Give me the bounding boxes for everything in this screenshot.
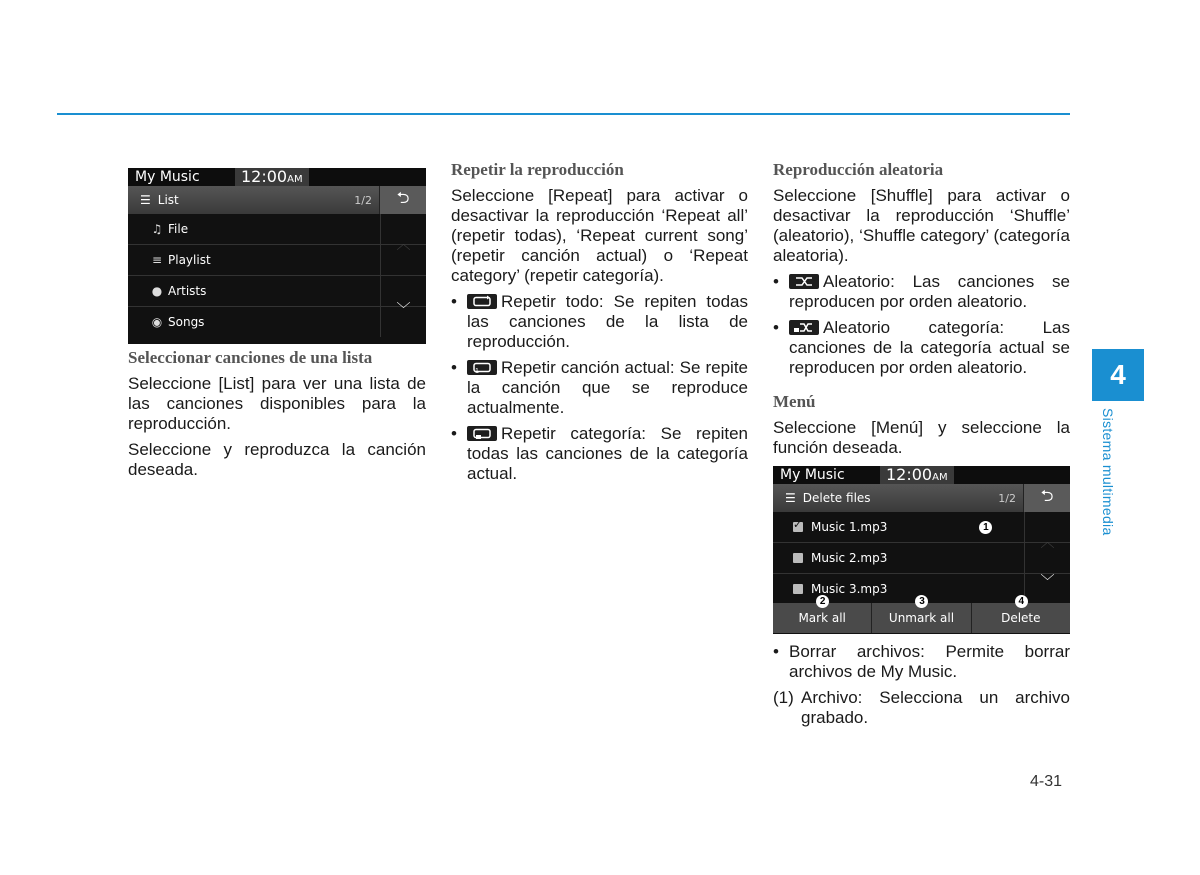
delete-files-screen [773, 466, 1070, 634]
list-item-songs[interactable]: ◉ Songs [128, 307, 426, 337]
back-button[interactable]: ⮌ [379, 186, 426, 214]
list-icon: ☰ [140, 193, 151, 207]
page-indicator: 1/2 [998, 491, 1016, 505]
scroll-up-icon[interactable]: ︿ [396, 237, 411, 253]
shuffle-icon [789, 274, 819, 289]
file-row[interactable]: ✓ Music 1.mp3 1 [773, 512, 1070, 543]
callout-badge: 1 [979, 521, 992, 534]
file-row[interactable]: Music 2.mp3 [773, 543, 1070, 574]
list-header [128, 186, 426, 214]
music-note-icon: ♫ [151, 222, 163, 236]
shuffle-category-icon [789, 320, 819, 335]
paragraph: Seleccione [List] para ver una lista de las canciones disponibles para la reproducción. [128, 374, 426, 433]
my-music-list-screen [128, 168, 426, 344]
page-number: 4-31 [1030, 773, 1063, 790]
list-icon: ☰ [785, 491, 796, 505]
list-item: • Aleatorio categoría: Las canciones de la categoría actual se reproducen por orden aleatorio. [773, 318, 1070, 378]
back-button[interactable]: ⮌ [1023, 484, 1070, 512]
list-item: • 1 Repetir canción actual: Se repite la canción que se reproduce actualmente. [451, 358, 748, 418]
delete-button[interactable]: 4 Delete [972, 603, 1070, 633]
checkbox-icon[interactable] [793, 553, 803, 563]
section-heading: Seleccionar canciones de una lista [128, 348, 373, 367]
svg-text:1: • 1 [475, 368, 479, 375]
header-rule [57, 113, 1070, 115]
screen-clock: 12:00AM [880, 466, 954, 484]
callout-badge: 2 [816, 595, 829, 608]
file-list [773, 512, 1070, 603]
repeat-all-icon [467, 294, 497, 309]
scroll-down-icon[interactable]: ﹀ [396, 302, 411, 318]
scroll-up-icon[interactable]: ︿ [1040, 535, 1055, 551]
callout-badge: 3 [915, 595, 928, 608]
paragraph: Seleccione [Repeat] para activar o desactivar la reproducción ‘Repeat all’ (repetir todas), ‘Repeat current song’ (repetir canción actual) o ‘Repeat category’ (repetir categoría). [451, 186, 748, 285]
section-heading: Reproducción aleatoria [773, 160, 944, 179]
page-indicator: 1/2 [354, 193, 372, 207]
paragraph: Seleccione [Menú] y seleccione la función deseada. [773, 418, 1070, 457]
scroll-panel [380, 214, 426, 337]
chapter-title: Sistema multimedia [1100, 408, 1116, 536]
person-icon: ● [151, 284, 163, 298]
screen-status-bar [773, 466, 1070, 484]
chapter-tab: 4 [1092, 349, 1144, 401]
section-heading: Repetir la reproducción [451, 160, 624, 179]
list-header-label: List [157, 193, 179, 207]
list-item: • Repetir todo: Se repiten todas las canciones de la lista de reproducción. [451, 292, 748, 352]
list-item: • Borrar archivos: Permite borrar archivos de My Music. [773, 642, 1070, 682]
list-header [773, 484, 1070, 512]
callout-badge: 4 [1015, 595, 1028, 608]
screen-clock: 12:00AM [235, 168, 309, 186]
scroll-panel [1024, 512, 1070, 603]
file-row[interactable]: Music 3.mp3 [773, 574, 1070, 603]
unmark-all-button[interactable]: 3 Unmark all [872, 603, 971, 633]
column-1 [128, 160, 426, 486]
checkbox-icon[interactable] [793, 584, 803, 594]
screen-title: My Music [135, 169, 200, 185]
screen-status-bar [128, 168, 426, 186]
mark-all-button[interactable]: 2 Mark all [773, 603, 872, 633]
disc-icon: ◉ [151, 315, 163, 329]
list-item-artists[interactable]: ● Artists [128, 276, 426, 307]
list-item-playlist[interactable]: ≡ Playlist [128, 245, 426, 276]
paragraph: Seleccione y reproduzca la canción deseada. [128, 440, 426, 479]
screen-title: My Music [780, 467, 845, 483]
list-item: • Repetir categoría: Se repiten todas las canciones de la categoría actual. [451, 424, 748, 484]
paragraph: Seleccione [Shuffle] para activar o desactivar la reproducción ‘Shuffle’ (aleatorio), ‘Shuffle category’ (categoría aleatoria). [773, 186, 1070, 265]
checkbox-checked-icon[interactable] [793, 522, 803, 532]
repeat-category-icon [467, 426, 497, 441]
playlist-icon: ≡ [151, 253, 163, 267]
scroll-down-icon[interactable]: ﹀ [1040, 574, 1055, 590]
list-item: • Aleatorio: Las canciones se reproducen por orden aleatorio. [773, 272, 1070, 312]
numbered-item: (1) Archivo: Selecciona un archivo grabado. [773, 688, 1070, 727]
action-bar [773, 596, 1070, 633]
list-header-label: Delete files [802, 491, 871, 505]
list-item-file[interactable]: ♫ File [128, 214, 426, 245]
section-heading: Menú [773, 392, 816, 411]
repeat-one-icon [467, 360, 497, 375]
menu-list [128, 214, 426, 337]
column-2 [451, 160, 748, 490]
column-3 [773, 160, 1070, 734]
